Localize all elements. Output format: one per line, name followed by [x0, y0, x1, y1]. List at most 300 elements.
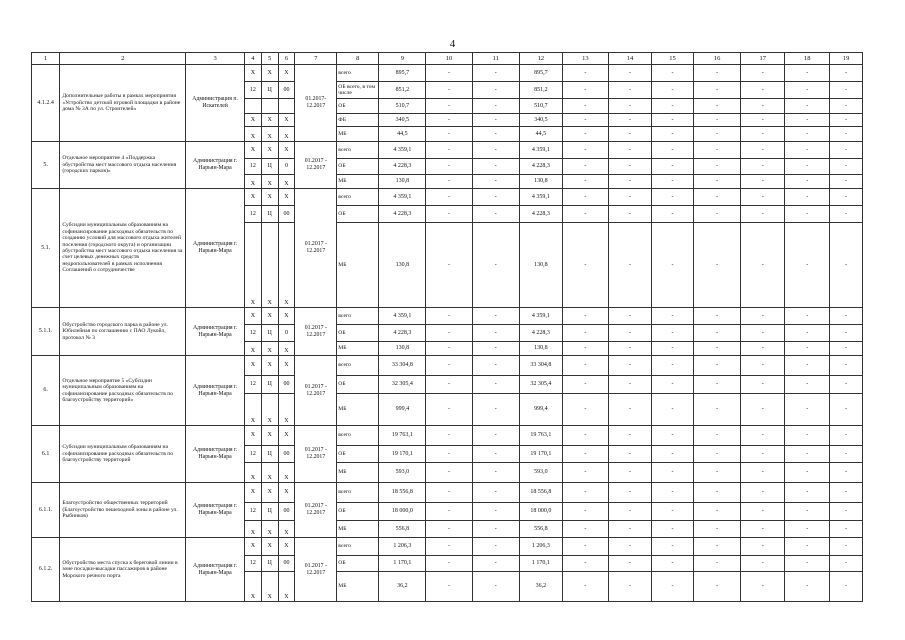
value-cell: - — [693, 325, 740, 342]
value-cell: 593,0 — [519, 463, 562, 483]
value-cell: - — [609, 463, 652, 483]
value-cell: - — [693, 463, 740, 483]
value-cell: - — [562, 342, 608, 356]
budget-code-cell: X — [278, 572, 295, 602]
column-number: 2 — [60, 53, 186, 65]
budget-code-cell: X — [261, 394, 278, 426]
value-cell: - — [609, 503, 652, 521]
budget-code-cell: 0 — [278, 325, 295, 342]
item-code: 4.1.2.4 — [32, 65, 60, 142]
value-cell: - — [693, 446, 740, 463]
value-cell: 18 000,0 — [519, 503, 562, 521]
budget-code-cell: Ц — [261, 206, 278, 223]
value-cell: - — [562, 175, 608, 189]
value-cell: - — [609, 483, 652, 503]
value-cell: - — [562, 142, 608, 159]
value-cell: - — [741, 521, 785, 538]
table-row — [32, 65, 863, 82]
value-cell: - — [652, 356, 694, 376]
budget-code-cell: X — [261, 175, 278, 189]
value-cell: - — [741, 572, 785, 602]
column-number: 1 — [32, 53, 60, 65]
value-cell: - — [562, 114, 608, 127]
value-cell: - — [562, 556, 608, 572]
value-cell: - — [785, 572, 830, 602]
budget-code-cell: X — [278, 127, 295, 142]
value-cell: - — [693, 99, 740, 114]
value-cell: 19 170,1 — [379, 446, 426, 463]
budget-code-cell: X — [244, 127, 261, 142]
value-cell: - — [741, 446, 785, 463]
budget-code-cell: X — [278, 175, 295, 189]
budget-code-cell: 00 — [278, 376, 295, 394]
value-cell: - — [426, 82, 472, 99]
value-cell: - — [472, 376, 519, 394]
value-cell: - — [472, 463, 519, 483]
value-cell: - — [562, 503, 608, 521]
column-number: 6 — [278, 53, 295, 65]
budget-code-cell: 12 — [244, 159, 261, 175]
budget-code-cell: X — [261, 142, 278, 159]
budget-code-cell: 12 — [244, 503, 261, 521]
value-cell: 19 763,1 — [379, 426, 426, 446]
value-cell: - — [426, 538, 472, 556]
value-cell: 340,5 — [519, 114, 562, 127]
value-cell: - — [609, 342, 652, 356]
value-cell: - — [652, 189, 694, 206]
item-executor: Администрация г. Нарьян-Мара — [186, 483, 245, 538]
value-cell: - — [741, 82, 785, 99]
budget-code-cell: 00 — [278, 446, 295, 463]
page-number: 4 — [449, 38, 456, 50]
budget-code-cell: X — [244, 223, 261, 308]
value-cell: - — [652, 463, 694, 483]
value-cell: - — [830, 538, 863, 556]
budget-code-cell: 12 — [244, 82, 261, 99]
value-cell: - — [609, 376, 652, 394]
value-cell: - — [830, 142, 863, 159]
value-cell: - — [652, 159, 694, 175]
item-period: 01.2017 - 12.2017 — [295, 483, 337, 538]
budget-code-cell: X — [244, 142, 261, 159]
value-cell: - — [785, 483, 830, 503]
value-cell: - — [693, 394, 740, 426]
value-cell: - — [741, 356, 785, 376]
item-code: 6.1.1. — [32, 483, 60, 538]
value-cell: 4 359,1 — [379, 308, 426, 325]
value-cell: - — [426, 99, 472, 114]
funding-source: ОБ — [337, 99, 379, 114]
value-cell: - — [426, 572, 472, 602]
value-cell: - — [830, 206, 863, 223]
value-cell: - — [785, 556, 830, 572]
item-name: Субсидии муниципальным образованиям на софинансирование расходных обязательств по благоустройству территорий — [60, 426, 186, 483]
value-cell: 19 170,1 — [519, 446, 562, 463]
value-cell: - — [830, 159, 863, 175]
value-cell: - — [830, 99, 863, 114]
value-cell: - — [830, 394, 863, 426]
value-cell: 895,7 — [519, 65, 562, 82]
value-cell: - — [472, 356, 519, 376]
value-cell: - — [785, 376, 830, 394]
value-cell: - — [652, 342, 694, 356]
item-executor: Администрация г. Нарьян-Мара — [186, 426, 245, 483]
table-row — [32, 483, 863, 503]
value-cell: - — [693, 189, 740, 206]
budget-code-cell: X — [244, 189, 261, 206]
budget-code-cell: X — [278, 394, 295, 426]
budget-code-cell: X — [261, 521, 278, 538]
funding-source: МБ — [337, 175, 379, 189]
value-cell: - — [426, 503, 472, 521]
value-cell: 32 305,4 — [379, 376, 426, 394]
budget-code-cell: X — [278, 114, 295, 127]
value-cell: 4 359,1 — [379, 142, 426, 159]
value-cell: 4 228,3 — [519, 206, 562, 223]
funding-source: ОБ — [337, 446, 379, 463]
value-cell: - — [741, 308, 785, 325]
value-cell: - — [609, 325, 652, 342]
item-executor: Администрация г. Нарьян-Мара — [186, 356, 245, 426]
value-cell: - — [741, 483, 785, 503]
value-cell: - — [830, 483, 863, 503]
budget-code-cell: X — [261, 572, 278, 602]
value-cell: - — [830, 446, 863, 463]
value-cell: - — [609, 426, 652, 446]
value-cell: 556,8 — [519, 521, 562, 538]
budget-code-cell: X — [244, 572, 261, 602]
funding-source: всего — [337, 426, 379, 446]
value-cell: - — [652, 175, 694, 189]
funding-source: всего — [337, 483, 379, 503]
value-cell: 44,5 — [519, 127, 562, 142]
budget-code-cell: X — [244, 356, 261, 376]
funding-source: ОБ — [337, 376, 379, 394]
value-cell: - — [472, 189, 519, 206]
value-cell: - — [830, 82, 863, 99]
value-cell: - — [472, 556, 519, 572]
item-code: 5.1. — [32, 189, 60, 308]
value-cell: 556,8 — [379, 521, 426, 538]
budget-code-cell: 12 — [244, 206, 261, 223]
budget-code-cell: X — [278, 426, 295, 446]
value-cell: - — [830, 376, 863, 394]
value-cell: - — [693, 483, 740, 503]
value-cell: - — [426, 446, 472, 463]
value-cell: - — [562, 325, 608, 342]
value-cell: - — [426, 142, 472, 159]
budget-code-cell: Ц — [261, 556, 278, 572]
item-code: 6. — [32, 356, 60, 426]
value-cell: - — [426, 223, 472, 308]
value-cell: - — [472, 503, 519, 521]
budget-code-cell: X — [244, 463, 261, 483]
value-cell: - — [785, 175, 830, 189]
value-cell: - — [562, 356, 608, 376]
budget-code-cell: 00 — [278, 82, 295, 99]
value-cell: - — [830, 175, 863, 189]
value-cell: - — [693, 127, 740, 142]
value-cell: - — [830, 356, 863, 376]
value-cell: - — [426, 206, 472, 223]
value-cell: 510,7 — [379, 99, 426, 114]
funding-source: ОБ — [337, 206, 379, 223]
value-cell: - — [426, 394, 472, 426]
budget-code-cell: X — [278, 342, 295, 356]
value-cell: - — [472, 521, 519, 538]
value-cell: - — [785, 356, 830, 376]
value-cell: - — [785, 206, 830, 223]
budget-code-cell: X — [261, 65, 278, 82]
program-funding-table — [31, 52, 863, 602]
value-cell: - — [562, 159, 608, 175]
value-cell: - — [609, 572, 652, 602]
value-cell: - — [426, 426, 472, 446]
value-cell: 130,8 — [379, 175, 426, 189]
value-cell: - — [609, 556, 652, 572]
value-cell: - — [472, 342, 519, 356]
value-cell: - — [785, 521, 830, 538]
budget-code-cell: X — [278, 483, 295, 503]
value-cell: - — [693, 206, 740, 223]
funding-source: ОБ — [337, 556, 379, 572]
value-cell: - — [785, 114, 830, 127]
table-row — [32, 189, 863, 206]
budget-code-cell: X — [244, 483, 261, 503]
budget-code-cell: X — [244, 394, 261, 426]
value-cell: - — [693, 356, 740, 376]
value-cell: - — [693, 65, 740, 82]
value-cell: - — [426, 463, 472, 483]
value-cell: 4 359,1 — [379, 189, 426, 206]
value-cell: - — [426, 127, 472, 142]
column-number: 16 — [693, 53, 740, 65]
value-cell: - — [785, 82, 830, 99]
value-cell: - — [693, 223, 740, 308]
value-cell: - — [785, 503, 830, 521]
value-cell: 999,4 — [519, 394, 562, 426]
column-number: 7 — [295, 53, 337, 65]
budget-code-cell: X — [244, 521, 261, 538]
value-cell: - — [741, 65, 785, 82]
budget-code-cell: X — [261, 127, 278, 142]
value-cell: - — [472, 99, 519, 114]
column-number: 14 — [609, 53, 652, 65]
table-row — [32, 538, 863, 556]
value-cell: - — [609, 159, 652, 175]
item-name: Благоустройство общественных территорий (Благоустройство пешеходной зоны в районе ул. Рыбников) — [60, 483, 186, 538]
item-code: 5. — [32, 142, 60, 189]
value-cell: - — [741, 223, 785, 308]
value-cell: - — [562, 189, 608, 206]
budget-code-cell: 00 — [278, 503, 295, 521]
value-cell: - — [609, 223, 652, 308]
value-cell: - — [830, 65, 863, 82]
value-cell: 4 359,1 — [519, 308, 562, 325]
value-cell: - — [652, 572, 694, 602]
value-cell: - — [741, 342, 785, 356]
value-cell: - — [652, 99, 694, 114]
value-cell: 18 556,8 — [519, 483, 562, 503]
budget-code-cell: 00 — [278, 206, 295, 223]
value-cell: - — [426, 342, 472, 356]
value-cell: - — [693, 538, 740, 556]
table-row — [32, 426, 863, 446]
value-cell: - — [426, 175, 472, 189]
value-cell: - — [693, 376, 740, 394]
funding-source: всего — [337, 189, 379, 206]
table-row — [32, 142, 863, 159]
value-cell: - — [693, 342, 740, 356]
item-executor: Администрация п. Искателей — [186, 65, 245, 142]
item-period: 01.2017 - 12.2017 — [295, 308, 337, 356]
column-number: 15 — [652, 53, 694, 65]
value-cell: - — [652, 376, 694, 394]
value-cell: - — [652, 65, 694, 82]
budget-code-cell: 12 — [244, 556, 261, 572]
value-cell: - — [652, 556, 694, 572]
value-cell: - — [472, 159, 519, 175]
budget-code-cell: X — [244, 65, 261, 82]
budget-code-cell: 12 — [244, 446, 261, 463]
value-cell: 19 763,1 — [519, 426, 562, 446]
value-cell: - — [741, 189, 785, 206]
budget-code-cell: X — [244, 175, 261, 189]
value-cell: - — [426, 308, 472, 325]
value-cell: - — [652, 394, 694, 426]
value-cell: - — [426, 376, 472, 394]
value-cell: - — [426, 325, 472, 342]
value-cell: - — [741, 206, 785, 223]
item-period: 01.2017-12.2017 — [295, 65, 337, 142]
value-cell: - — [830, 426, 863, 446]
value-cell: - — [472, 426, 519, 446]
value-cell: - — [609, 394, 652, 426]
value-cell: - — [693, 175, 740, 189]
budget-code-cell: 00 — [278, 556, 295, 572]
value-cell: 340,5 — [379, 114, 426, 127]
value-cell: 851,2 — [379, 82, 426, 99]
budget-code-cell: X — [261, 356, 278, 376]
budget-code-cell: Ц — [261, 376, 278, 394]
value-cell: - — [609, 142, 652, 159]
budget-code-cell: X — [261, 114, 278, 127]
value-cell: 32 305,4 — [519, 376, 562, 394]
value-cell: 18 000,0 — [379, 503, 426, 521]
column-number: 12 — [519, 53, 562, 65]
value-cell: - — [652, 206, 694, 223]
budget-code-cell: Ц — [261, 159, 278, 175]
column-number: 17 — [741, 53, 785, 65]
budget-code-cell: X — [244, 114, 261, 127]
item-period: 01.2017 - 12.2017 — [295, 426, 337, 483]
value-cell: - — [562, 127, 608, 142]
value-cell: - — [652, 325, 694, 342]
value-cell: - — [562, 82, 608, 99]
budget-code-cell: Ц — [261, 325, 278, 342]
table-row — [32, 308, 863, 325]
value-cell: - — [472, 572, 519, 602]
item-executor: Администрация г. Нарьян-Мара — [186, 189, 245, 308]
value-cell: - — [609, 538, 652, 556]
item-period: 01.2017 - 12.2017 — [295, 142, 337, 189]
value-cell: - — [652, 446, 694, 463]
value-cell: - — [830, 325, 863, 342]
value-cell: - — [562, 206, 608, 223]
funding-source: МБ — [337, 127, 379, 142]
value-cell: 4 359,1 — [519, 189, 562, 206]
funding-source: МБ — [337, 342, 379, 356]
budget-code-cell: Ц — [261, 82, 278, 99]
budget-code-cell: X — [261, 538, 278, 556]
value-cell: - — [830, 521, 863, 538]
value-cell: 36,2 — [379, 572, 426, 602]
value-cell: - — [785, 308, 830, 325]
column-number: 19 — [830, 53, 863, 65]
value-cell: - — [472, 114, 519, 127]
value-cell: - — [426, 356, 472, 376]
item-code: 6.1.2. — [32, 538, 60, 602]
budget-code-cell: X — [261, 189, 278, 206]
value-cell: - — [609, 521, 652, 538]
budget-code-cell: 0 — [278, 159, 295, 175]
funding-source: МБ — [337, 463, 379, 483]
value-cell: - — [785, 394, 830, 426]
value-cell: - — [609, 189, 652, 206]
value-cell: - — [609, 356, 652, 376]
item-code: 6.1 — [32, 426, 60, 483]
value-cell: - — [741, 556, 785, 572]
item-executor: Администрация г. Нарьян-Мара — [186, 308, 245, 356]
value-cell: - — [426, 521, 472, 538]
item-period: 01.2017 - 12.2017 — [295, 189, 337, 308]
value-cell: - — [562, 394, 608, 426]
value-cell: - — [472, 206, 519, 223]
value-cell: - — [426, 556, 472, 572]
column-number-row — [32, 53, 863, 65]
value-cell: 4 228,3 — [519, 159, 562, 175]
item-period: 01.2017 - 12.2017 — [295, 538, 337, 602]
value-cell: - — [785, 159, 830, 175]
item-name: Дополнительные работы в рамках мероприятия «Устройство детской игровой площадки в районе дома № 3А по ул. Строителей» — [60, 65, 186, 142]
value-cell: 130,8 — [379, 223, 426, 308]
value-cell: - — [741, 99, 785, 114]
funding-source: МБ — [337, 394, 379, 426]
value-cell: 4 228,3 — [379, 206, 426, 223]
item-name: Отдельное мероприятие 4 «Поддержка обустройства мест массового отдыха населения (городских парков)» — [60, 142, 186, 189]
column-number: 10 — [426, 53, 472, 65]
value-cell: - — [472, 82, 519, 99]
budget-code-cell: X — [278, 538, 295, 556]
value-cell: - — [785, 223, 830, 308]
value-cell: - — [652, 223, 694, 308]
value-cell: - — [785, 342, 830, 356]
value-cell: - — [741, 127, 785, 142]
table-row — [32, 356, 863, 376]
value-cell: - — [609, 175, 652, 189]
budget-code-cell: X — [278, 142, 295, 159]
budget-code-cell: 12 — [244, 376, 261, 394]
value-cell: - — [741, 142, 785, 159]
value-cell: - — [785, 538, 830, 556]
value-cell: - — [830, 342, 863, 356]
budget-code-cell: X — [261, 483, 278, 503]
value-cell: - — [609, 82, 652, 99]
funding-source: МБ — [337, 572, 379, 602]
item-executor: Администрация г. Нарьян-Мара — [186, 538, 245, 602]
budget-code-cell: X — [261, 342, 278, 356]
value-cell: - — [693, 114, 740, 127]
